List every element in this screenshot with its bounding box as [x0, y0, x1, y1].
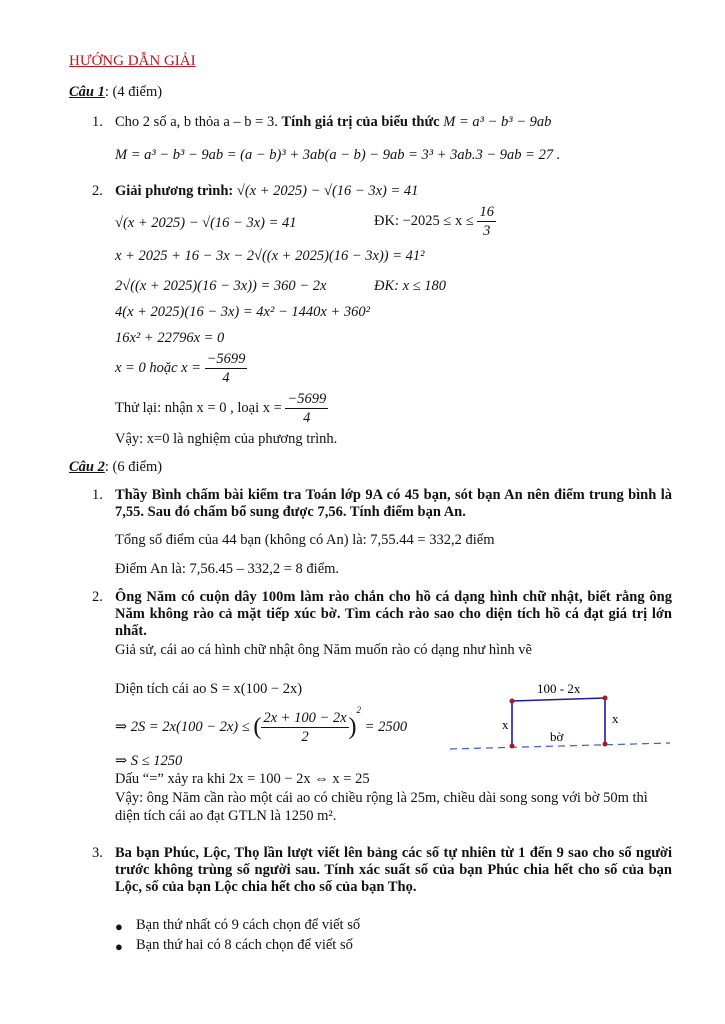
solution-line-3: 2√((x + 2025)(16 − 3x)) = 360 − 2x	[115, 278, 327, 294]
problem-2-2-task: Ông Năm có cuộn dây 100m làm rào chắn cho hồ cá dạng hình chữ nhật, biết rằng ông Năm không rào cả mặt tiếp xúc bờ. Tìm cách rào sao cho diện tích hồ cá đạt giá trị lớn nhất.	[115, 589, 672, 639]
problem-2-2-number: 2.	[92, 589, 103, 605]
solution-line-6-fraction: $\frac{-5699}{4}$	[206, 351, 246, 386]
result-line: ⇒ S ≤ 1250	[115, 753, 183, 769]
question-2-header	[69, 459, 162, 476]
condition-1-text: ĐK: −2025 ≤ x ≤	[374, 212, 474, 229]
problem-2-1-line-2: Điểm An là: 7,56.45 – 332,2 = 8 điểm.	[115, 561, 340, 577]
section-title: HƯỚNG DẪN GIẢI	[69, 53, 196, 69]
bank-label: bờ	[550, 729, 564, 744]
bullet-icon: ●	[115, 939, 123, 954]
problem-1-2-number: 2.	[92, 183, 103, 199]
problem-2-3-task: Ba bạn Phúc, Lộc, Thọ lần lượt viết lên bảng các số tự nhiên từ 1 đến 9 sao cho số người trước không trùng số người sau. Tính xác suất số của bạn Phúc chia hết cho số của bạn Lộc, số của bạn Lộc chia hết cho số của bạn Thọ.	[115, 845, 672, 895]
question-2-label: Câu 2	[69, 459, 105, 475]
top-length-label: 100 - 2x	[537, 681, 581, 696]
solution-line-1: √(x + 2025) − √(16 − 3x) = 41	[115, 215, 297, 231]
solution-line-2: x + 2025 + 16 − 3x − 2√((x + 2025)(16 − 3x)) = 41²	[115, 248, 425, 264]
solution-line-6: x = 0 hoặc x = $\frac{-5699}{4}$	[115, 351, 246, 386]
inequality-line: ⇒ 2S = 2x(100 − 2x) ≤ ( $\frac{2x + 100 - 2x}{2}$ )$^2$ = 2500	[115, 705, 408, 746]
condition-1	[374, 203, 496, 240]
check-fraction: $\frac{-5699}{4}$	[287, 391, 327, 426]
problem-1-2-equation: √(x + 2025) − √(16 − 3x) = 41	[236, 183, 419, 199]
problem-1-2-statement	[115, 183, 418, 200]
problem-2-2-assumption: Giả sử, cái ao cá hình chữ nhật ông Năm muốn rào có dạng như hình vẽ	[115, 642, 532, 658]
inequality-fraction: $\frac{2x + 100 - 2x}{2}$	[263, 710, 347, 746]
pond-diagram	[445, 676, 675, 766]
question-1-label: Câu 1	[69, 84, 105, 100]
problem-2-1-number: 1.	[92, 487, 103, 503]
area-formula: Diện tích cái ao S = x(100 − 2x)	[115, 681, 303, 697]
corner-bottom-left	[510, 744, 515, 749]
problem-1-1-task: Tính giá trị của biểu thức	[281, 114, 444, 130]
fence-top	[512, 698, 605, 701]
bullet-icon: ●	[115, 919, 123, 934]
equality-line: Dấu “=” xảy ra khi 2x = 100 − 2x ⇔ x = 25	[115, 771, 370, 787]
check-line: Thử lại: nhận x = 0 , loại x = $\frac{-5699}{4}$	[115, 391, 327, 426]
right-width-label: x	[612, 711, 619, 726]
problem-1-1-number: 1.	[92, 114, 103, 130]
bullet-item: Bạn thứ nhất có 9 cách chọn để viết số	[136, 917, 361, 933]
bullet-item: Bạn thứ hai có 8 cách chọn để viết số	[136, 937, 353, 953]
question-1-header	[69, 84, 162, 101]
corner-top-left	[510, 699, 515, 704]
left-width-label: x	[502, 717, 509, 732]
problem-1-1-statement	[115, 114, 551, 131]
solution-line-4: 4(x + 2025)(16 − 3x) = 4x² − 1440x + 360²	[115, 304, 370, 320]
corner-bottom-right	[603, 742, 608, 747]
condition-2: ĐK: x ≤ 180	[374, 278, 446, 294]
corner-top-right	[603, 696, 608, 701]
problem-2-1-task: Thầy Bình chấm bài kiểm tra Toán lớp 9A có 45 bạn, sót bạn An nên điểm trung bình là 7,55. Sau đó chấm bổ sung được 7,56. Tính điểm bạn An.	[115, 487, 672, 520]
condition-1-fraction: $\frac{16}{3}$	[479, 204, 494, 239]
question-1-points: : (4 điểm)	[104, 84, 163, 100]
problem-2-1-line-1: Tổng số điểm của 44 bạn (không có An) là: 7,55.44 = 332,2 điểm	[115, 532, 495, 548]
problem-1-1-expression: M = a³ − b³ − 9ab	[443, 114, 552, 130]
problem-1-1-intro: Cho 2 số a, b thỏa a – b = 3.	[115, 114, 282, 130]
problem-1-1-solution: M = a³ − b³ − 9ab = (a − b)³ + 3ab(a − b) − 9ab = 3³ + 3ab.3 − 9ab = 27 .	[115, 147, 561, 163]
problem-2-3-number: 3.	[92, 845, 103, 861]
problem-1-2-task: Giải phương trình:	[115, 183, 237, 199]
solution-line-5: 16x² + 22796x = 0	[115, 330, 225, 346]
question-2-points: : (6 điểm)	[104, 459, 163, 475]
problem-2-2-conclusion: Vậy: ông Năm cần rào một cái ao có chiều rộng là 25m, chiều dài song song với bờ 50m thì diện tích cái ao đạt GTLN là 1250 m².	[115, 790, 648, 824]
problem-1-2-conclusion: Vậy: x=0 là nghiệm của phương trình.	[115, 431, 338, 447]
